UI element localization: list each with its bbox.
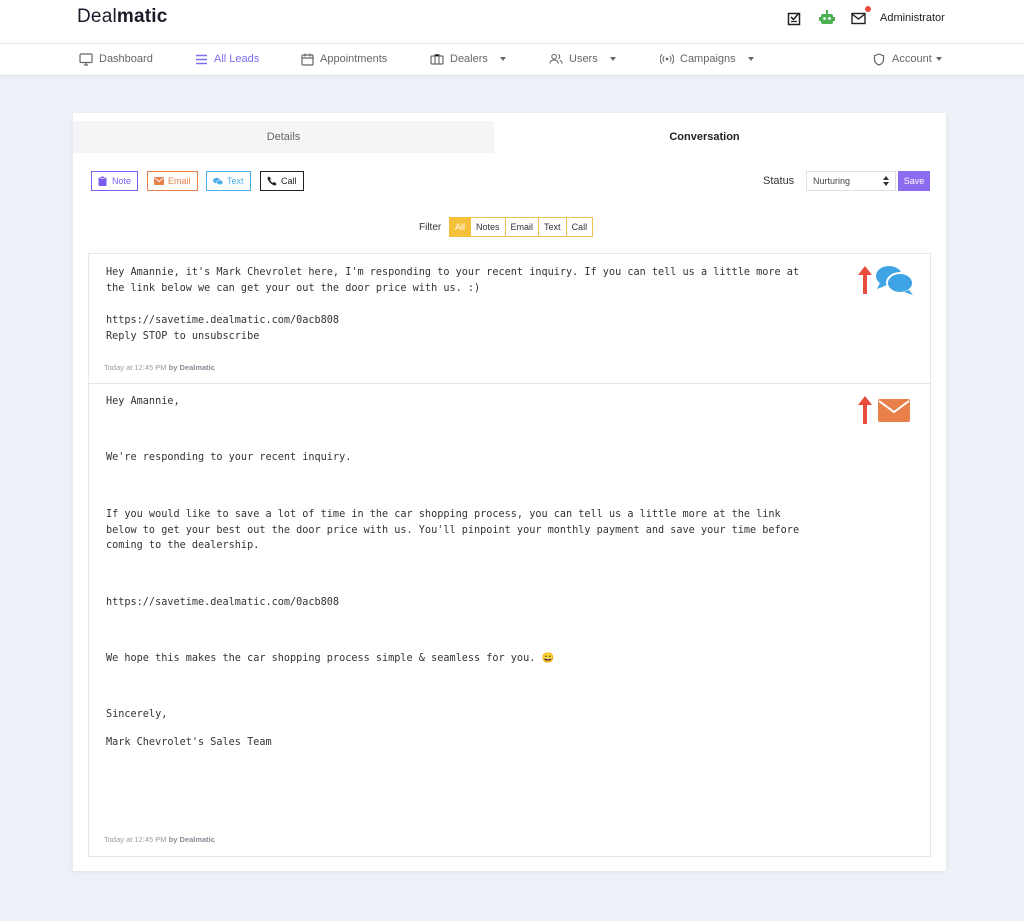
- nav-appointments[interactable]: [300, 52, 387, 66]
- message-line: https://savetime.dealmatic.com/0acb808: [106, 315, 340, 326]
- nav-appointments-label: Appointments: [320, 53, 388, 65]
- top-header: [0, 0, 1024, 44]
- filter-all[interactable]: All: [449, 217, 471, 237]
- filter-call[interactable]: Call: [567, 217, 594, 237]
- tab-conversation[interactable]: Conversation: [494, 121, 915, 153]
- message-line: [106, 437, 846, 451]
- message-body: [106, 395, 846, 750]
- broadcast-icon: [660, 52, 674, 66]
- chevron-down-icon: [610, 57, 616, 61]
- nav-account[interactable]: [872, 52, 942, 66]
- message-time: Today at 12:45 PM: [104, 363, 167, 372]
- message-line: [106, 666, 846, 680]
- save-status-button[interactable]: Save: [898, 171, 930, 191]
- nav-users-label: Users: [569, 53, 598, 65]
- status-label: Status: [763, 175, 795, 187]
- logo[interactable]: [77, 6, 168, 28]
- message-line: Reply STOP to unsubscribe: [106, 331, 260, 342]
- message-line: [106, 479, 846, 493]
- message-icons: [855, 264, 915, 296]
- message-line: [106, 610, 846, 624]
- message-line: Hey Amannie,: [106, 396, 180, 407]
- message-line: coming to the dealership.: [106, 540, 260, 551]
- monitor-icon: [79, 52, 93, 66]
- conversation-list: [88, 253, 931, 857]
- call-button[interactable]: [260, 171, 304, 191]
- message-line: We're responding to your recent inquiry.: [106, 452, 352, 463]
- mail-icon[interactable]: [850, 9, 868, 27]
- nav-all-leads-label: All Leads: [214, 53, 260, 65]
- message-line: [106, 297, 846, 313]
- nav-all-leads[interactable]: [194, 52, 259, 66]
- send-text-button[interactable]: [206, 171, 251, 191]
- message-line: [106, 568, 846, 582]
- nav-dealers-label: Dealers: [450, 53, 488, 65]
- message-line: [106, 680, 846, 694]
- robot-icon[interactable]: [818, 9, 836, 27]
- status-value: Nurturing: [813, 176, 851, 186]
- message-time: Today at 12:45 PM: [104, 835, 167, 844]
- filter-group: [449, 217, 593, 237]
- logo-prefix: Deal: [77, 6, 117, 27]
- message-line: https://savetime.dealmatic.com/0acb808: [106, 596, 340, 608]
- lead-card: [73, 113, 946, 871]
- message-line: [106, 493, 846, 507]
- message-line: [106, 409, 846, 423]
- checklist-icon[interactable]: [786, 9, 804, 27]
- message-line: below to get your best out the door price with us. You'll pinpoint your monthly payment and save your time before: [106, 524, 800, 536]
- chat-icon: [213, 176, 223, 186]
- shield-icon: [872, 52, 886, 66]
- tab-details[interactable]: Details: [73, 121, 494, 153]
- nav-dashboard[interactable]: [79, 52, 153, 66]
- clipboard-icon: [98, 176, 108, 186]
- add-note-button[interactable]: [91, 171, 138, 191]
- nav-dashboard-label: Dashboard: [99, 53, 153, 65]
- message-icons: [855, 394, 913, 426]
- main-nav: [0, 44, 1024, 76]
- message-item: [89, 254, 930, 384]
- logo-suffix: matic: [116, 6, 168, 27]
- email-button-label: Email: [168, 176, 191, 186]
- outbound-arrow-icon: [855, 394, 875, 426]
- message-author: by Dealmatic: [168, 835, 215, 844]
- call-button-label: Call: [281, 176, 297, 186]
- phone-icon: [267, 176, 277, 186]
- chevron-down-icon: [500, 57, 506, 61]
- message-item: [89, 384, 930, 856]
- message-meta: [104, 835, 215, 844]
- message-line: [106, 624, 846, 638]
- chevron-down-icon: [748, 57, 754, 61]
- chevron-down-icon: [936, 57, 942, 61]
- calendar-icon: [300, 52, 314, 66]
- select-arrows-icon: [883, 176, 889, 186]
- message-meta: [104, 363, 215, 372]
- nav-dealers[interactable]: [430, 52, 506, 66]
- message-author: by Dealmatic: [168, 363, 215, 372]
- message-body: [106, 265, 846, 345]
- nav-users[interactable]: [549, 52, 616, 66]
- message-line: Sincerely,: [106, 708, 168, 720]
- filter-text[interactable]: Text: [539, 217, 567, 237]
- message-line: We hope this makes the car shopping process simple & seamless for you. 😀: [106, 652, 555, 664]
- nav-account-label: Account: [892, 53, 932, 65]
- send-email-button[interactable]: [147, 171, 198, 191]
- status-select[interactable]: [806, 171, 896, 191]
- envelope-icon: [154, 176, 164, 186]
- message-line: [106, 694, 846, 708]
- filter-label: Filter: [419, 222, 442, 233]
- users-icon: [549, 52, 563, 66]
- message-line: [106, 554, 846, 568]
- message-line: [106, 582, 846, 596]
- message-line: Mark Chevrolet's Sales Team: [106, 736, 272, 748]
- filter-email[interactable]: Email: [506, 217, 540, 237]
- lead-tabs: [73, 121, 946, 153]
- text-button-label: Text: [227, 176, 244, 186]
- message-line: If you would like to save a lot of time in the car shopping process, you can tell us a little more at the link: [106, 509, 781, 520]
- briefcase-icon: [430, 52, 444, 66]
- chat-bubbles-icon: [875, 264, 915, 296]
- nav-campaigns-label: Campaigns: [680, 53, 736, 65]
- envelope-icon: [875, 396, 913, 424]
- message-line: [106, 465, 846, 479]
- note-button-label: Note: [112, 176, 132, 186]
- message-line: Hey Amannie, it's Mark Chevrolet here, I'm responding to your recent inquiry. If you can tell us a little more at: [106, 267, 800, 278]
- message-line: [106, 423, 846, 437]
- message-line: the link below we can get your out the door price with us. :): [106, 283, 481, 294]
- notification-dot: [865, 6, 871, 12]
- message-line: [106, 638, 846, 652]
- user-menu[interactable]: Administrator: [880, 12, 945, 24]
- filter-notes[interactable]: Notes: [471, 217, 506, 237]
- outbound-arrow-icon: [855, 264, 875, 296]
- message-line: [106, 722, 846, 736]
- nav-campaigns[interactable]: [660, 52, 754, 66]
- list-icon: [194, 52, 208, 66]
